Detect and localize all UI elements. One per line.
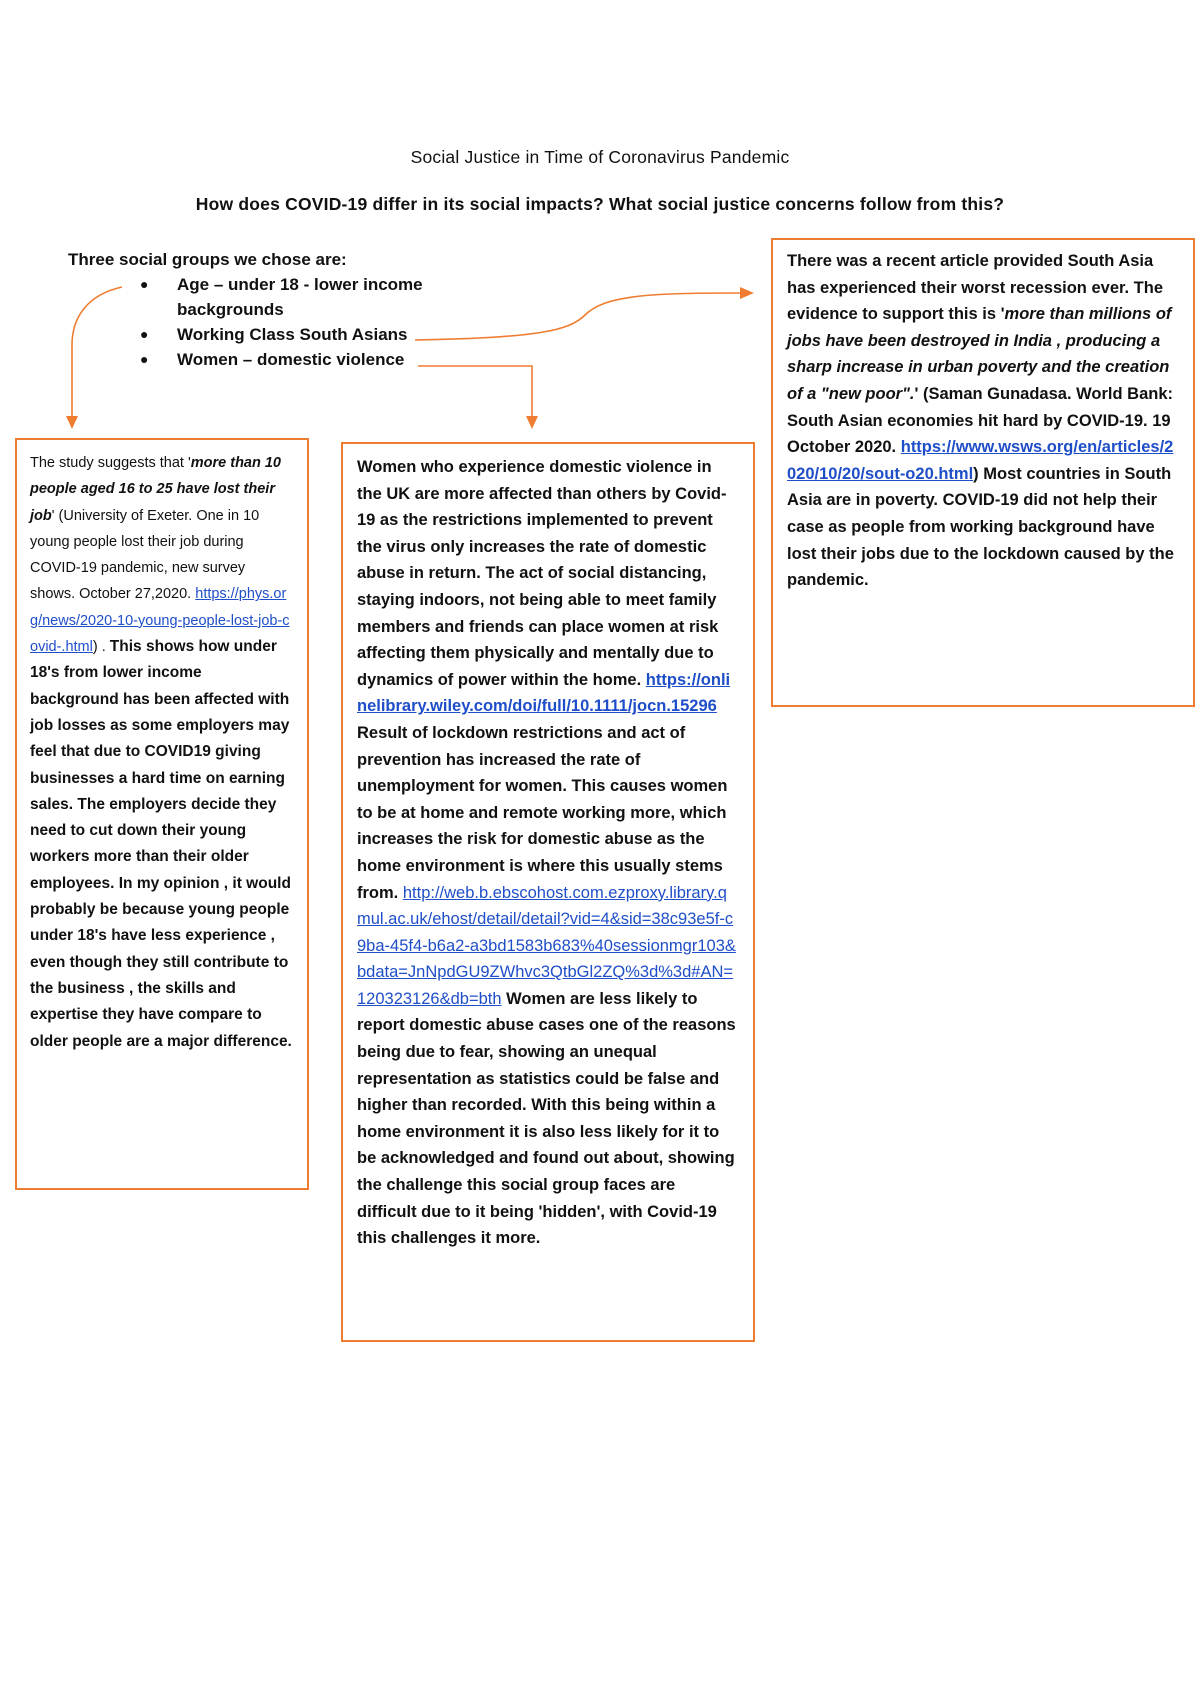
document-question: How does COVID-19 differ in its social impacts? What social justice concerns follow from this? [195, 194, 1005, 214]
women-text-3: Women are less likely to report domestic abuse cases one of the reasons being due to fear, showing an unequal representation as statistics could be false and higher than recorded. With this being within a home environment it is also less likely for it to be acknowledged and found out about, showing the challenge this social group faces are difficult due to it being 'hidden', with Covid-19 this challenges it more. [357, 989, 736, 1248]
arrowhead-south-asians [740, 287, 754, 299]
southasia-text-3: ) Most countries in South Asia are in poverty. COVID-19 did not help their case as people from working background have lost their jobs due to the lockdown caused by the pandemic. [787, 464, 1174, 590]
connector-women [418, 366, 532, 418]
bullet-icon: ● [140, 351, 149, 367]
group-age-line1: Age – under 18 - lower income [177, 275, 423, 294]
women-source-link-2[interactable]: http://web.b.ebscohost.com.ezproxy.library.qmul.ac.uk/ehost/detail/detail?vid=4&sid=38c93e5f-c9ba-45f4-b6a2-a3bd1583b683%40sessionmgr103&bdata=JnNpdGU9ZWhvc3QtbGl2ZQ%3d%3d#AN=120323126&db=bth [357, 883, 736, 1008]
youth-citation: ' (University of Exeter. One in 10 young people lost their job during COVID-19 pandemic, new survey shows. October 27,2020. [30, 507, 260, 603]
southasia-quote: more than millions of jobs have been destroyed in India , producing a sharp increase in urban poverty and the creation of a "new poor". [787, 305, 1172, 403]
youth-source-link[interactable]: https://phys.org/news/2020-10-young-people-lost-job-covid-.html [30, 586, 290, 656]
arrowhead-women [526, 416, 538, 429]
youth-job-loss-box [15, 438, 309, 1190]
women-source-link-1[interactable]: https://onlinelibrary.wiley.com/doi/full/10.1111/jocn.15296 [357, 670, 731, 716]
bullet-icon: ● [140, 326, 149, 342]
women-domestic-violence-box [341, 442, 755, 1342]
youth-intro: The study suggests that ' [30, 455, 191, 471]
southasia-text-2: ' (Saman Gunadasa. World Bank: South Asian economies hit hard by COVID-19. 19 October 2020. [787, 384, 1173, 457]
arrowhead-age [66, 416, 78, 429]
youth-citation-end: ) . [92, 639, 110, 656]
document-title: Social Justice in Time of Coronavirus Pandemic [410, 147, 790, 167]
women-text-2: Result of lockdown restrictions and act of prevention has increased the rate of unemployment for women. This causes women to be at home and remote working more, which increases the risk for domestic abuse as the home environment is where this usually stems from. [357, 723, 728, 902]
bullet-icon: ● [140, 276, 149, 292]
south-asia-recession-box [771, 238, 1195, 707]
youth-body: This shows how under 18's from lower income background has been affected with job losses as some employers may feel that due to COVID19 giving businesses a hard time on earning sales. The employers decide they need to cut down their young workers more than their older employees. In my opinion , it would probably be because young people under 18's have less experience , even though they still contribute to the business , the skills and expertise they have compare to older people are a major difference. [30, 638, 292, 1050]
group-age-line2: backgrounds [177, 300, 284, 319]
connector-age [72, 287, 122, 418]
group-women: Women – domestic violence [177, 350, 405, 369]
southasia-source-link[interactable]: https://www.wsws.org/en/articles/2020/10/20/sout-o20.html [787, 438, 1174, 483]
youth-quote: more than 10 people aged 16 to 25 have lost their job [30, 455, 281, 524]
groups-heading: Three social groups we chose are: [68, 250, 347, 269]
women-text-1: Women who experience domestic violence in the UK are more affected than others by Covid-19 as the restrictions implemented to prevent the virus only increases the rate of domestic abuse in return. The act of social distancing, staying indoors, not being able to meet family members and friends can place women at risk affecting them physically and mentally due to dynamics of power within the home. [357, 458, 727, 689]
group-south-asians: Working Class South Asians [177, 325, 408, 344]
southasia-text-1: There was a recent article provided South Asia has experienced their worst recession ever. The evidence to support this is ' [787, 252, 1164, 324]
connector-south-asians [415, 293, 740, 340]
